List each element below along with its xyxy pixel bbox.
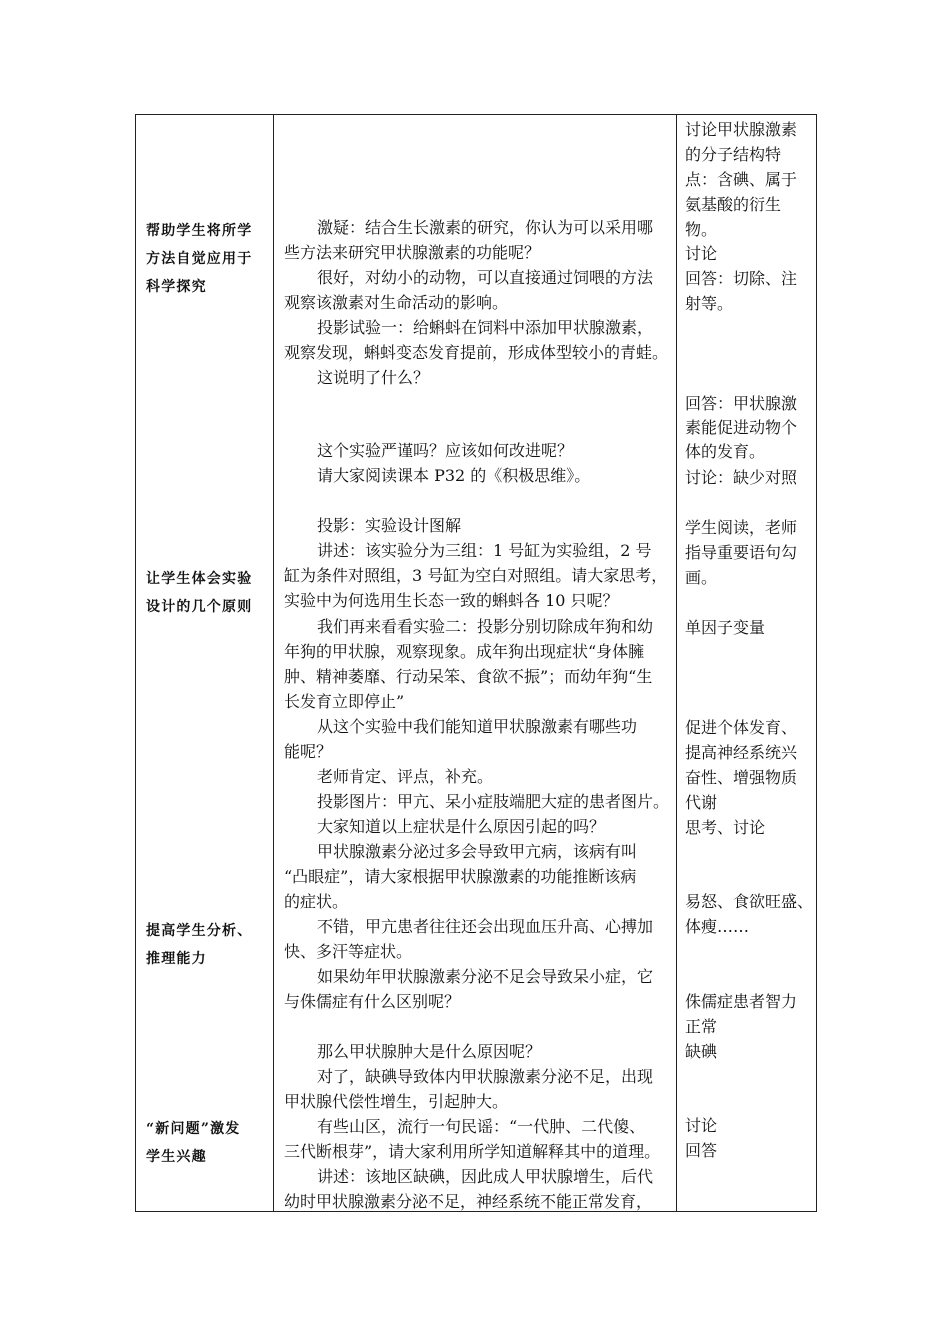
teacher-text-line: 甲状腺代偿性增生，引起肿大。 xyxy=(284,1092,509,1111)
teacher-text-line: 不错，甲亢患者往往还会出现血压升高、心搏加 xyxy=(317,917,654,936)
teacher-text-line: 观察该激素对生命活动的影响。 xyxy=(284,293,509,312)
teacher-text-line: 的症状。 xyxy=(284,892,349,911)
student-text-line: 讨论：缺少对照 xyxy=(685,468,798,487)
teacher-text-line: 长发育立即停止” xyxy=(284,692,405,711)
student-text-line: 物。 xyxy=(685,220,718,239)
teacher-text-line: 老师肯定、评点，补充。 xyxy=(317,767,494,786)
teacher-text-line: 对了，缺碘导致体内甲状腺激素分泌不足，出现 xyxy=(317,1067,654,1086)
teacher-text-line: 这个实验严谨吗？应该如何改进呢？ xyxy=(317,441,574,460)
student-text-line: 侏儒症患者智力 xyxy=(685,992,798,1011)
student-text-line: 代谢 xyxy=(685,793,718,812)
student-text-line: 讨论 xyxy=(685,244,718,263)
teacher-text-line: 观察发现，蝌蚪变态发育提前，形成体型较小的青蛙。 xyxy=(284,343,669,362)
goal-text-line: 学生兴趣 xyxy=(146,1149,207,1165)
student-text-line: 体的发育。 xyxy=(685,442,766,461)
goal-text-line: 提高学生分析、 xyxy=(146,923,253,939)
teacher-text-line: 幼时甲状腺激素分泌不足，神经系统不能正常发育， xyxy=(284,1192,653,1211)
student-text-line: 思考、讨论 xyxy=(685,818,766,837)
teacher-text-line: 三代断根芽”，请大家利用所学知道解释其中的道理。 xyxy=(284,1142,661,1161)
student-text-line: 射等。 xyxy=(685,294,734,313)
student-text-line: 缺碘 xyxy=(685,1042,718,1061)
student-text-line: 促进个体发育、 xyxy=(685,718,798,737)
lesson-plan-table xyxy=(135,114,817,1212)
teacher-text-line: 讲述：该实验分为三组：1 号缸为实验组，2 号 xyxy=(317,541,652,560)
student-text-line: 体瘦…… xyxy=(685,917,750,936)
student-text-line: 提高神经系统兴 xyxy=(685,743,798,762)
teacher-text-line: 讲述：该地区缺碘，因此成人甲状腺增生，后代 xyxy=(317,1167,654,1186)
teacher-text-line: 与侏儒症有什么区别呢？ xyxy=(284,992,461,1011)
student-text-line: 氨基酸的衍生 xyxy=(685,195,782,214)
column-divider xyxy=(676,115,677,1211)
teacher-text-line: 些方法来研究甲状腺激素的功能呢？ xyxy=(284,243,541,262)
teacher-text-line: 这说明了什么？ xyxy=(317,368,430,387)
student-text-line: 指导重要语句勾 xyxy=(685,543,798,562)
teacher-text-line: “凸眼症”，请大家根据甲状腺激素的功能推断该病 xyxy=(284,867,637,886)
student-text-line: 回答：甲状腺激 xyxy=(685,394,798,413)
student-text-line: 回答：切除、注 xyxy=(685,269,798,288)
goal-text-line: 让学生体会实验 xyxy=(146,571,253,587)
student-text-line: 回答 xyxy=(685,1141,718,1160)
student-text-line: 易怒、食欲旺盛、 xyxy=(685,892,814,911)
teacher-text-line: 我们再来看看实验二：投影分别切除成年狗和幼 xyxy=(317,617,654,636)
teacher-text-line: 请大家阅读课本 P32 的《积极思维》。 xyxy=(317,466,591,485)
teacher-text-line: 缸为条件对照组，3 号缸为空白对照组。请大家思考， xyxy=(284,566,668,585)
goal-text-line: “新问题”激发 xyxy=(146,1121,241,1137)
teacher-text-line: 实验中为何选用生长态一致的蝌蚪各 10 只呢？ xyxy=(284,591,619,610)
teacher-text-line: 激疑：结合生长激素的研究，你认为可以采用哪 xyxy=(317,218,654,237)
teacher-text-line: 投影试验一：给蝌蚪在饲料中添加甲状腺激素， xyxy=(317,318,654,337)
student-text-line: 的分子结构特 xyxy=(685,145,782,164)
student-text-line: 讨论 xyxy=(685,1116,718,1135)
teacher-text-line: 肿、精神萎靡、行动呆笨、食欲不振”；而幼年狗“生 xyxy=(284,667,653,686)
student-text-line: 正常 xyxy=(685,1017,718,1036)
teacher-text-line: 那么甲状腺肿大是什么原因呢？ xyxy=(317,1042,542,1061)
student-text-line: 讨论甲状腺激素 xyxy=(685,120,798,139)
column-divider xyxy=(273,115,274,1211)
goal-text-line: 设计的几个原则 xyxy=(146,599,253,615)
teacher-text-line: 快、多汗等症状。 xyxy=(284,942,413,961)
student-text-line: 画。 xyxy=(685,568,718,587)
student-text-line: 奋性、增强物质 xyxy=(685,768,798,787)
student-text-line: 点：含碘、属于 xyxy=(685,170,798,189)
student-text-line: 素能促进动物个 xyxy=(685,418,798,437)
teacher-text-line: 大家知道以上症状是什么原因引起的吗？ xyxy=(317,817,606,836)
student-text-line: 单因子变量 xyxy=(685,618,766,637)
teacher-text-line: 能呢？ xyxy=(284,742,333,761)
goal-text-line: 推理能力 xyxy=(146,951,207,967)
teacher-text-line: 如果幼年甲状腺激素分泌不足会导致呆小症，它 xyxy=(317,967,654,986)
teacher-text-line: 投影图片：甲亢、呆小症肢端肥大症的患者图片。 xyxy=(317,792,670,811)
teacher-text-line: 有些山区，流行一句民谣：“一代肿、二代傻、 xyxy=(317,1117,646,1136)
goal-text-line: 科学探究 xyxy=(146,279,207,295)
teacher-text-line: 年狗的甲状腺，观察现象。成年狗出现症状“身体臃 xyxy=(284,642,645,661)
goal-text-line: 方法自觉应用于 xyxy=(146,251,253,267)
teacher-text-line: 投影：实验设计图解 xyxy=(317,516,462,535)
teacher-text-line: 从这个实验中我们能知道甲状腺激素有哪些功 xyxy=(317,717,638,736)
student-text-line: 学生阅读，老师 xyxy=(685,518,798,537)
goal-text-line: 帮助学生将所学 xyxy=(146,223,253,239)
teacher-text-line: 甲状腺激素分泌过多会导致甲亢病，该病有叫 xyxy=(317,842,638,861)
teacher-text-line: 很好，对幼小的动物，可以直接通过饲喂的方法 xyxy=(317,268,654,287)
